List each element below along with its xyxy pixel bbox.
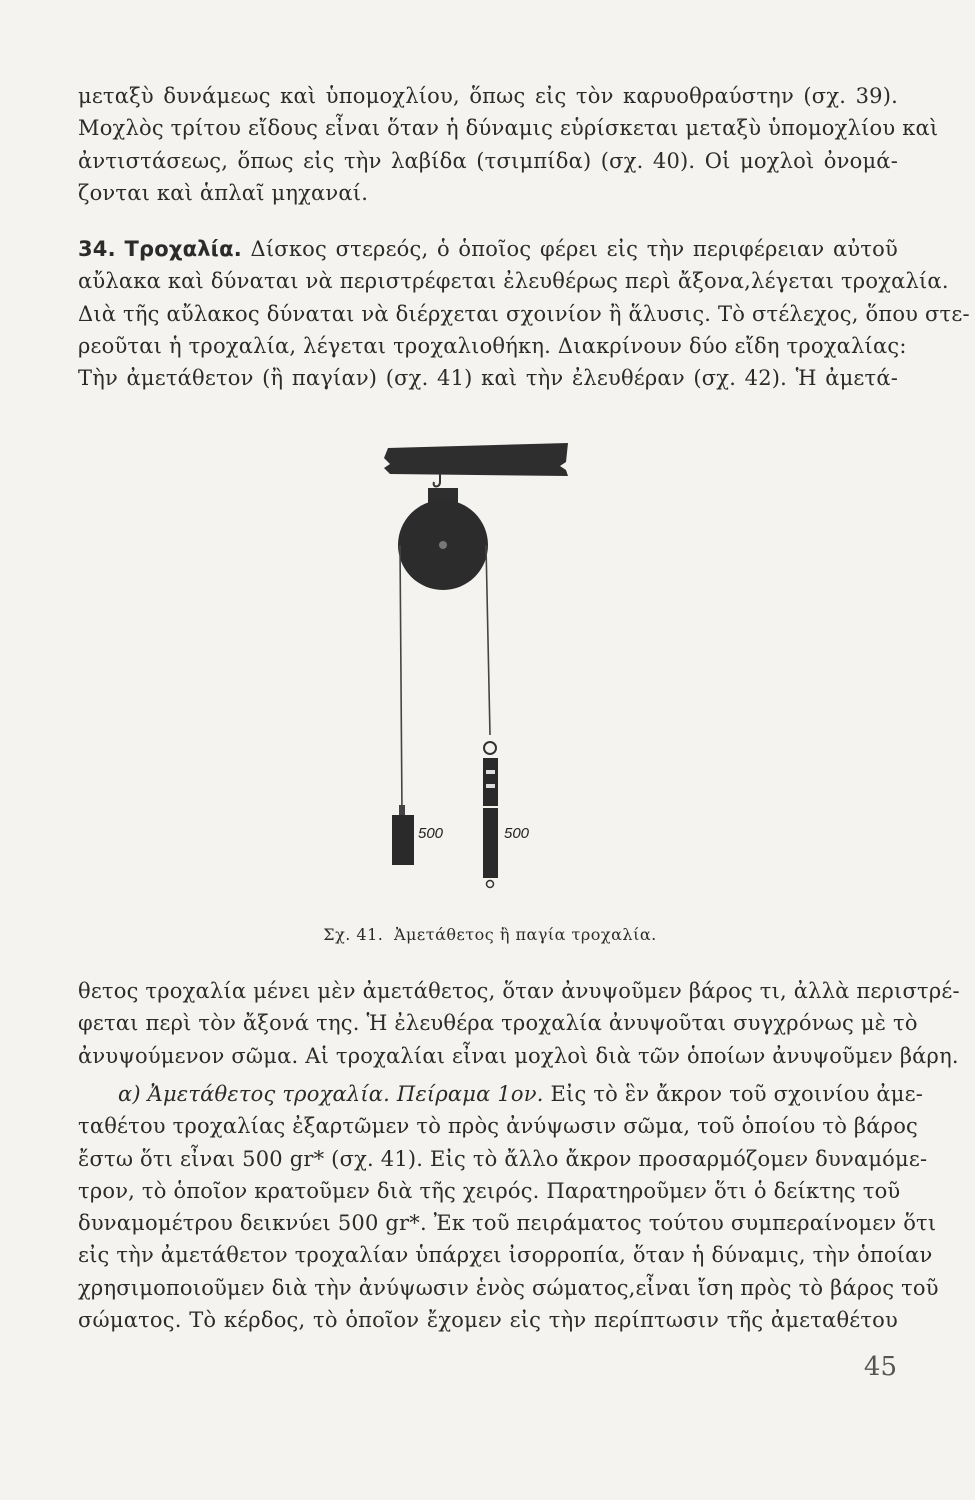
text-line: ζονται καὶ ἁπλαῖ μηχαναί. <box>78 180 369 205</box>
scale-marking <box>486 784 495 788</box>
paragraph-pulley-types <box>78 975 960 1072</box>
scale-bottom-ring <box>487 881 494 888</box>
weight-left <box>392 815 414 865</box>
scale-ring <box>484 742 496 754</box>
text-line: ταθέτου τροχαλίας ἐξαρτῶμεν τὸ πρὸς ἀνύψωσιν σῶμα, τοῦ ὁποίου τὸ βάρος <box>78 1114 919 1139</box>
text-fragment: Εἰς τὸ ἓν ἄκρον τοῦ σχοινίου ἀμε- <box>550 1082 924 1106</box>
section-number: 34. <box>78 237 116 261</box>
spring-scale <box>483 758 498 806</box>
text-line: σώματος. Τὸ κέρδος, τὸ ὁποῖον ἔχομεν εἰς τὴν περίπτωσιν τῆς ἀμεταθέτου <box>78 1308 898 1333</box>
weight-label-left: 500 <box>418 825 444 842</box>
text-line: Διὰ τῆς αὔλακος δύναται νὰ διέρχεται σχοινίον ἢ ἅλυσις. Τὸ στέλεχος, ὅπου στε- <box>78 301 970 326</box>
right-weight-body <box>483 808 498 878</box>
figure-caption <box>0 925 975 944</box>
text-line: Μοχλὸς τρίτου εἴδους εἶναι ὅταν ἡ δύναμις εὑρίσκεται μεταξὺ ὑπομοχλίου καὶ <box>78 116 939 141</box>
text-line: μεταξὺ δυνάμεως καὶ ὑπομοχλίου, ὅπως εἰς τὸν καρυοθραύστην (σχ. 39). <box>78 84 898 108</box>
text-line: θετος τροχαλία μένει μὲν ἀμετάθετος, ὅταν ἀνυψοῦμεν βάρος τι, ἀλλὰ περιστρέ- <box>78 979 960 1003</box>
text-fragment: Δίσκος στερεός, ὁ ὁποῖος φέρει εἰς τὴν περιφέρειαν αὐτοῦ <box>250 237 898 261</box>
caption-text: Ἀμετάθετος ἢ παγία τροχαλία. <box>393 925 657 944</box>
text-line: χρησιμοποιοῦμεν διὰ τὴν ἀνύψωσιν ἑνὸς σώματος,εἶναι ἴση πρὸς τὸ βάρος τοῦ <box>78 1275 939 1300</box>
text-line: δυναμομέτρου δεικνύει 500 gr*. Ἐκ τοῦ πειράματος τούτου συμπεραίνομεν ὅτι <box>78 1211 937 1236</box>
weight-label-right: 500 <box>504 825 530 842</box>
section-heading-line <box>78 233 898 265</box>
text-line: αὔλακα καὶ δύναται νὰ περιστρέφεται ἐλευθέρως περὶ ἄξονα,λέγεται τροχαλία. <box>78 269 949 294</box>
section-pulley <box>78 233 970 394</box>
scale-marking <box>486 770 495 774</box>
text-line: ἀνυψούμενον σῶμα. Αἱ τροχαλίαι εἶναι μοχλοὶ διὰ τῶν ὁποίων ἀνυψοῦμεν βάρη. <box>78 1043 959 1068</box>
text-line: εἰς τὴν ἀμετάθετον τροχαλίαν ὑπάρχει ἰσορροπία, ὅταν ἡ δύναμις, τὴν ὁποίαν <box>78 1243 933 1268</box>
section-title: Τροχαλία. <box>124 237 242 261</box>
experiment-label: α) Ἀμετάθετος τροχαλία. Πείραμα 1ον. <box>118 1082 544 1106</box>
experiment-section <box>78 1078 939 1336</box>
text-line: ἀντιστάσεως, ὅπως εἰς τὴν λαβίδα (τσιμπίδα) (σχ. 40). Οἱ μοχλοὶ ὀνομά- <box>78 148 898 173</box>
figure-fixed-pulley <box>380 440 580 900</box>
rope-right <box>486 545 490 735</box>
text-line: ρεοῦται ἡ τροχαλία, λέγεται τροχαλιοθήκη. Διακρίνουν δύο εἴδη τροχαλίας: <box>78 333 907 358</box>
experiment-heading-line <box>78 1078 924 1110</box>
weight-hanger-left <box>399 805 405 815</box>
rope-left <box>400 545 402 815</box>
paragraph-levers <box>78 80 939 209</box>
text-line: τρον, τὸ ὁποῖον κρατοῦμεν διὰ τῆς χειρός. Παρατηροῦμεν ὅτι ὁ δείκτης τοῦ <box>78 1178 901 1203</box>
pulley-diagram <box>380 440 580 900</box>
pulley-axle <box>439 541 447 549</box>
text-line: φεται περὶ τὸν ἄξονά της. Ἡ ἐλευθέρα τροχαλία ἀνυψοῦται συγχρόνως μὲ τὸ <box>78 1011 918 1036</box>
ceiling-beam <box>384 443 568 476</box>
caption-number: Σχ. 41. <box>323 925 384 944</box>
text-line: Τὴν ἀμετάθετον (ἢ παγίαν) (σχ. 41) καὶ τὴν ἐλευθέραν (σχ. 42). Ἡ ἀμετά- <box>78 366 898 391</box>
text-line: ἔστω ὅτι εἶναι 500 gr* (σχ. 41). Εἰς τὸ ἄλλο ἄκρον προσαρμόζομεν δυναμόμε- <box>78 1146 928 1171</box>
hook <box>434 474 440 487</box>
page-number: 45 <box>863 1352 897 1382</box>
